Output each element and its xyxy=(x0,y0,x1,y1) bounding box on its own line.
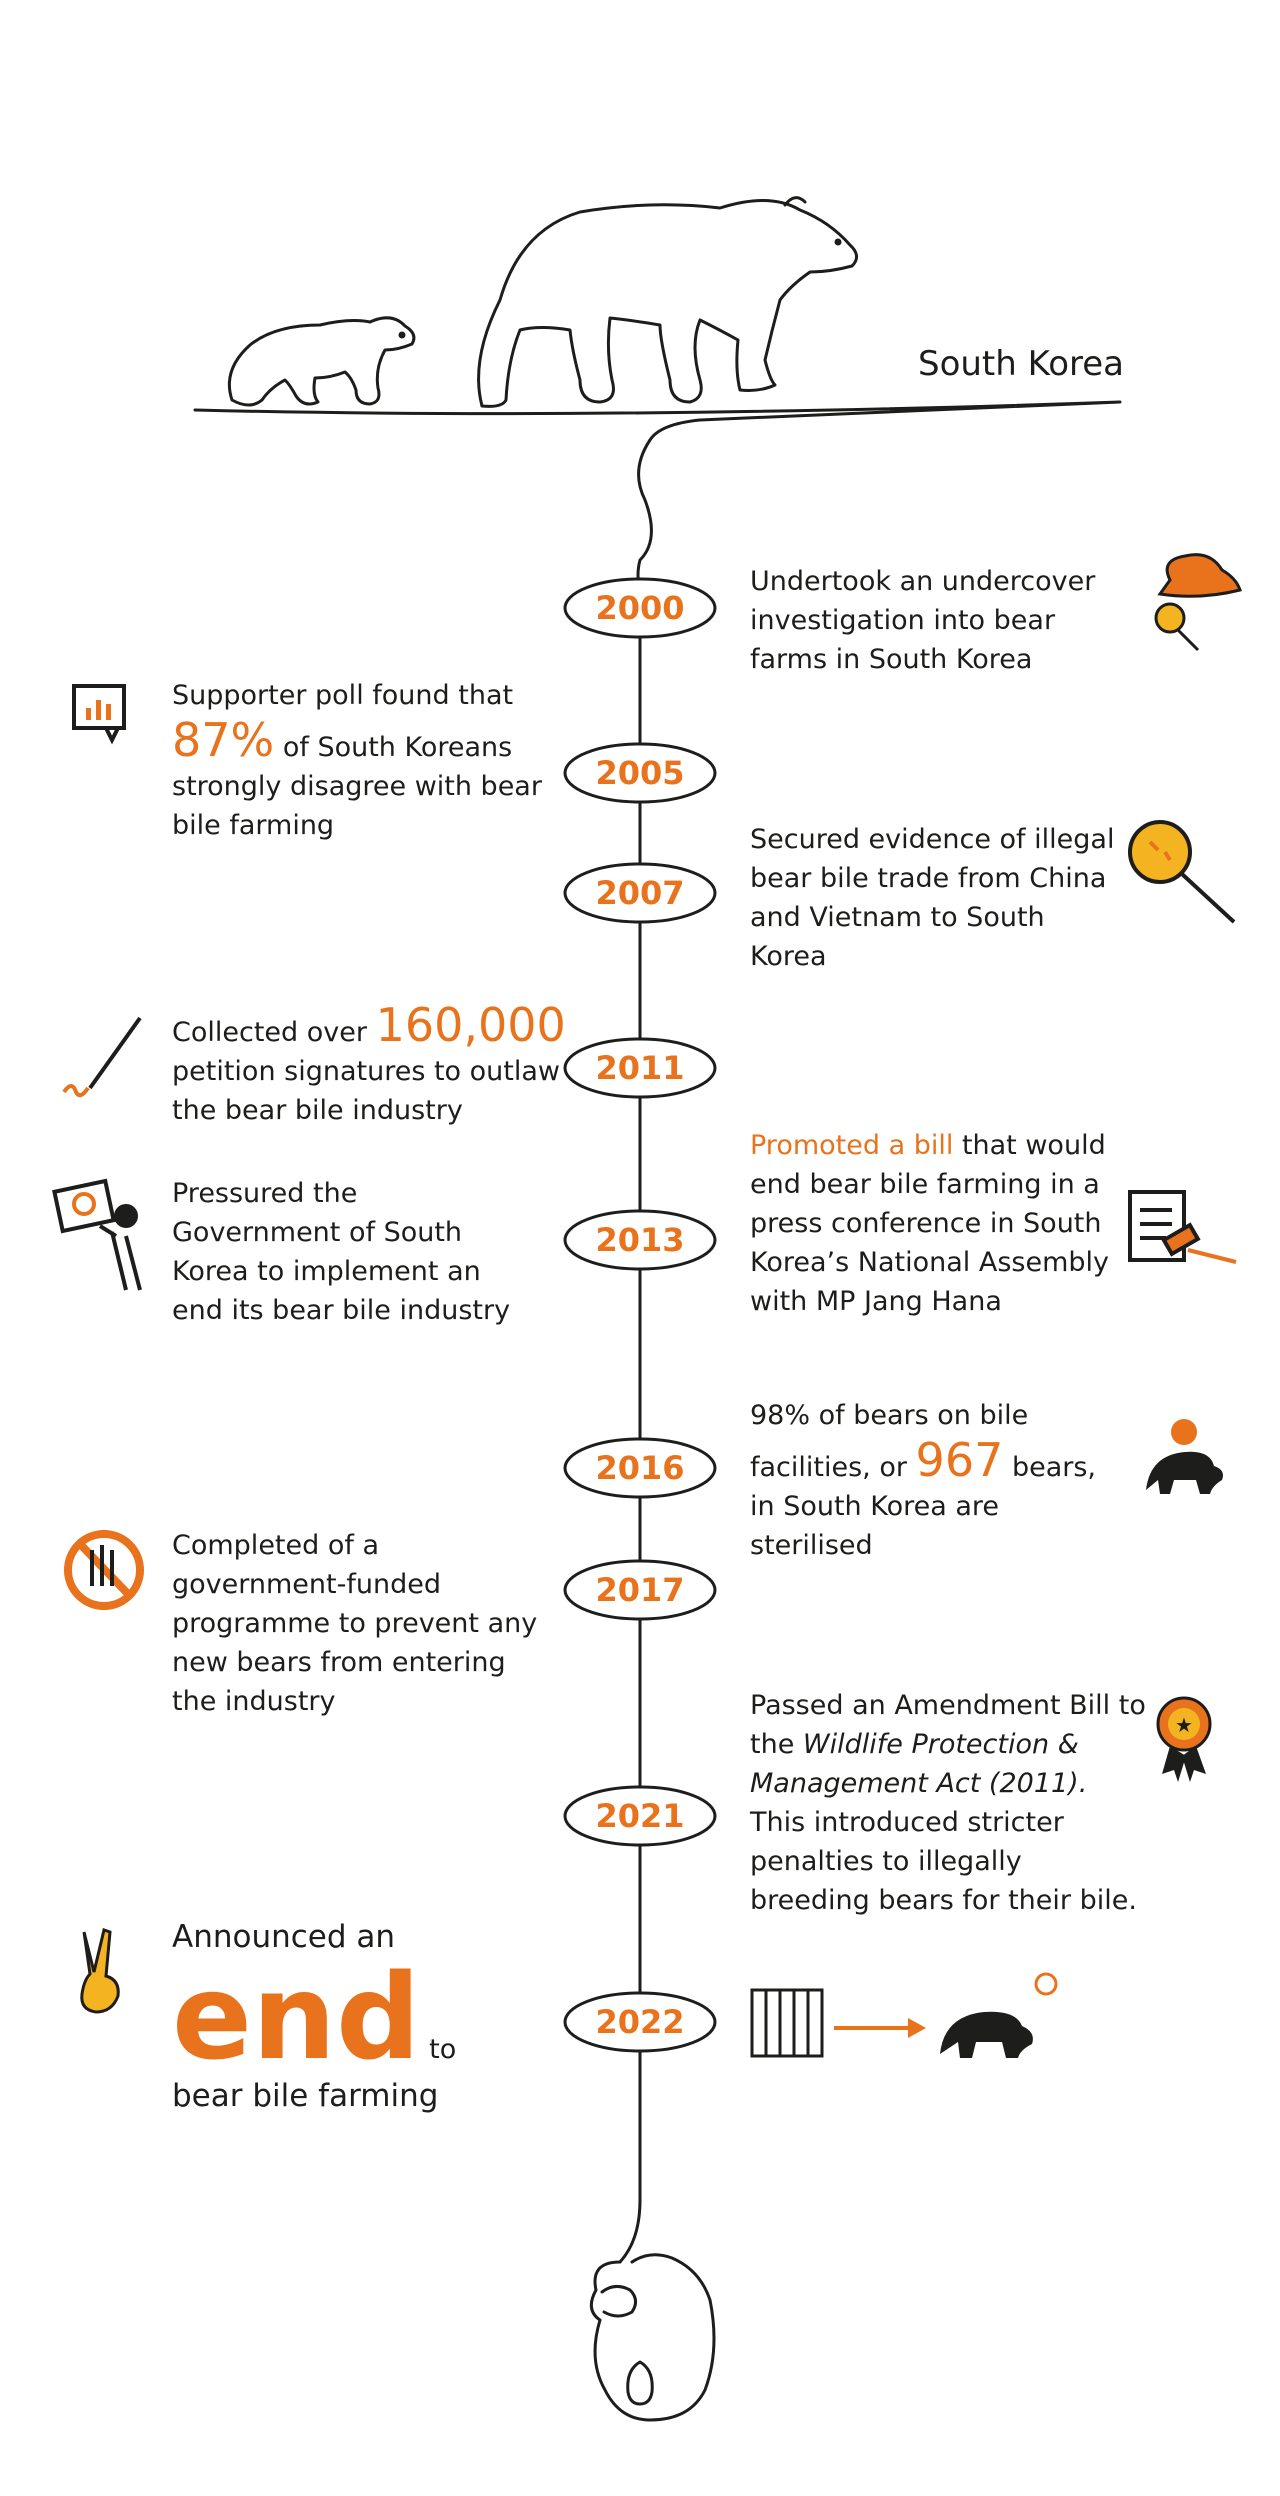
year-2016: 2016 xyxy=(595,1449,685,1487)
year-2013: 2013 xyxy=(595,1221,685,1259)
cub-bear-outline xyxy=(229,318,414,405)
event-2016-text: 98% of bears on bile facilities, or 967 bears, in South Korea are sterilised xyxy=(750,1400,1096,1561)
signature-count: 160,000 xyxy=(375,998,566,1052)
magnifier-icon xyxy=(1130,822,1234,922)
event-2007-text: Secured evidence of illegal bear bile trade from China and Vietnam to South Korea xyxy=(750,824,1115,972)
year-2022: 2022 xyxy=(595,2003,685,2041)
event-2005-text: Supporter poll found that 87% of South Koreans strongly disagree with bear bile farming xyxy=(172,680,542,841)
ground-line xyxy=(195,402,1120,440)
event-2011-text: Collected over 160,000 petition signatures to outlaw the bear bile industry xyxy=(172,998,566,1126)
victory-hand-icon xyxy=(82,1930,118,2012)
award-badge-icon xyxy=(1158,1698,1210,1782)
year-2000: 2000 xyxy=(595,589,685,627)
event-2013-left-text: Pressured the Government of South Korea to implement an end its bear bile industry xyxy=(172,1178,511,1326)
year-2011: 2011 xyxy=(595,1049,685,1087)
poll-chart-icon xyxy=(74,686,124,740)
year-2017: 2017 xyxy=(595,1571,685,1609)
svg-text:★: ★ xyxy=(1175,1713,1193,1737)
event-2022-text: Announced an end to bear bile farming xyxy=(172,1919,457,2114)
timeline-line xyxy=(620,440,651,2262)
detective-hat-icon xyxy=(1156,555,1240,650)
bear-plus-icon xyxy=(1146,1419,1223,1494)
year-2007: 2007 xyxy=(595,874,685,912)
sterilised-count: 967 xyxy=(915,1433,1004,1487)
event-2000-text: Undertook an undercover investigation into bear farms in South Korea xyxy=(750,566,1096,675)
stop-hand-icon xyxy=(68,1534,140,1606)
year-2021: 2021 xyxy=(595,1797,685,1835)
end-word: end xyxy=(172,1948,421,2086)
page-title: South Korea xyxy=(918,344,1125,384)
year-2005: 2005 xyxy=(595,754,685,792)
protester-icon xyxy=(54,1181,140,1290)
pen-icon xyxy=(64,1018,140,1095)
event-2017-text: Completed of a government-funded programme to prevent any new bears from entering the industry xyxy=(172,1530,538,1717)
poll-percent: 87% xyxy=(172,713,275,767)
cage-arrow-bear-icon xyxy=(752,1974,1056,2058)
event-2013-right-text: Promoted a bill that would end bear bile farming in a press conference in South Korea’s National Assembly with MP Jang Hana xyxy=(750,1130,1110,1317)
mother-bear-outline xyxy=(479,200,857,406)
event-2021-text: Passed an Amendment Bill to the Wildlife Protection & Management Act (2011). This introduced stricter penalties to illegally breeding bears for their bile. xyxy=(750,1690,1146,1916)
